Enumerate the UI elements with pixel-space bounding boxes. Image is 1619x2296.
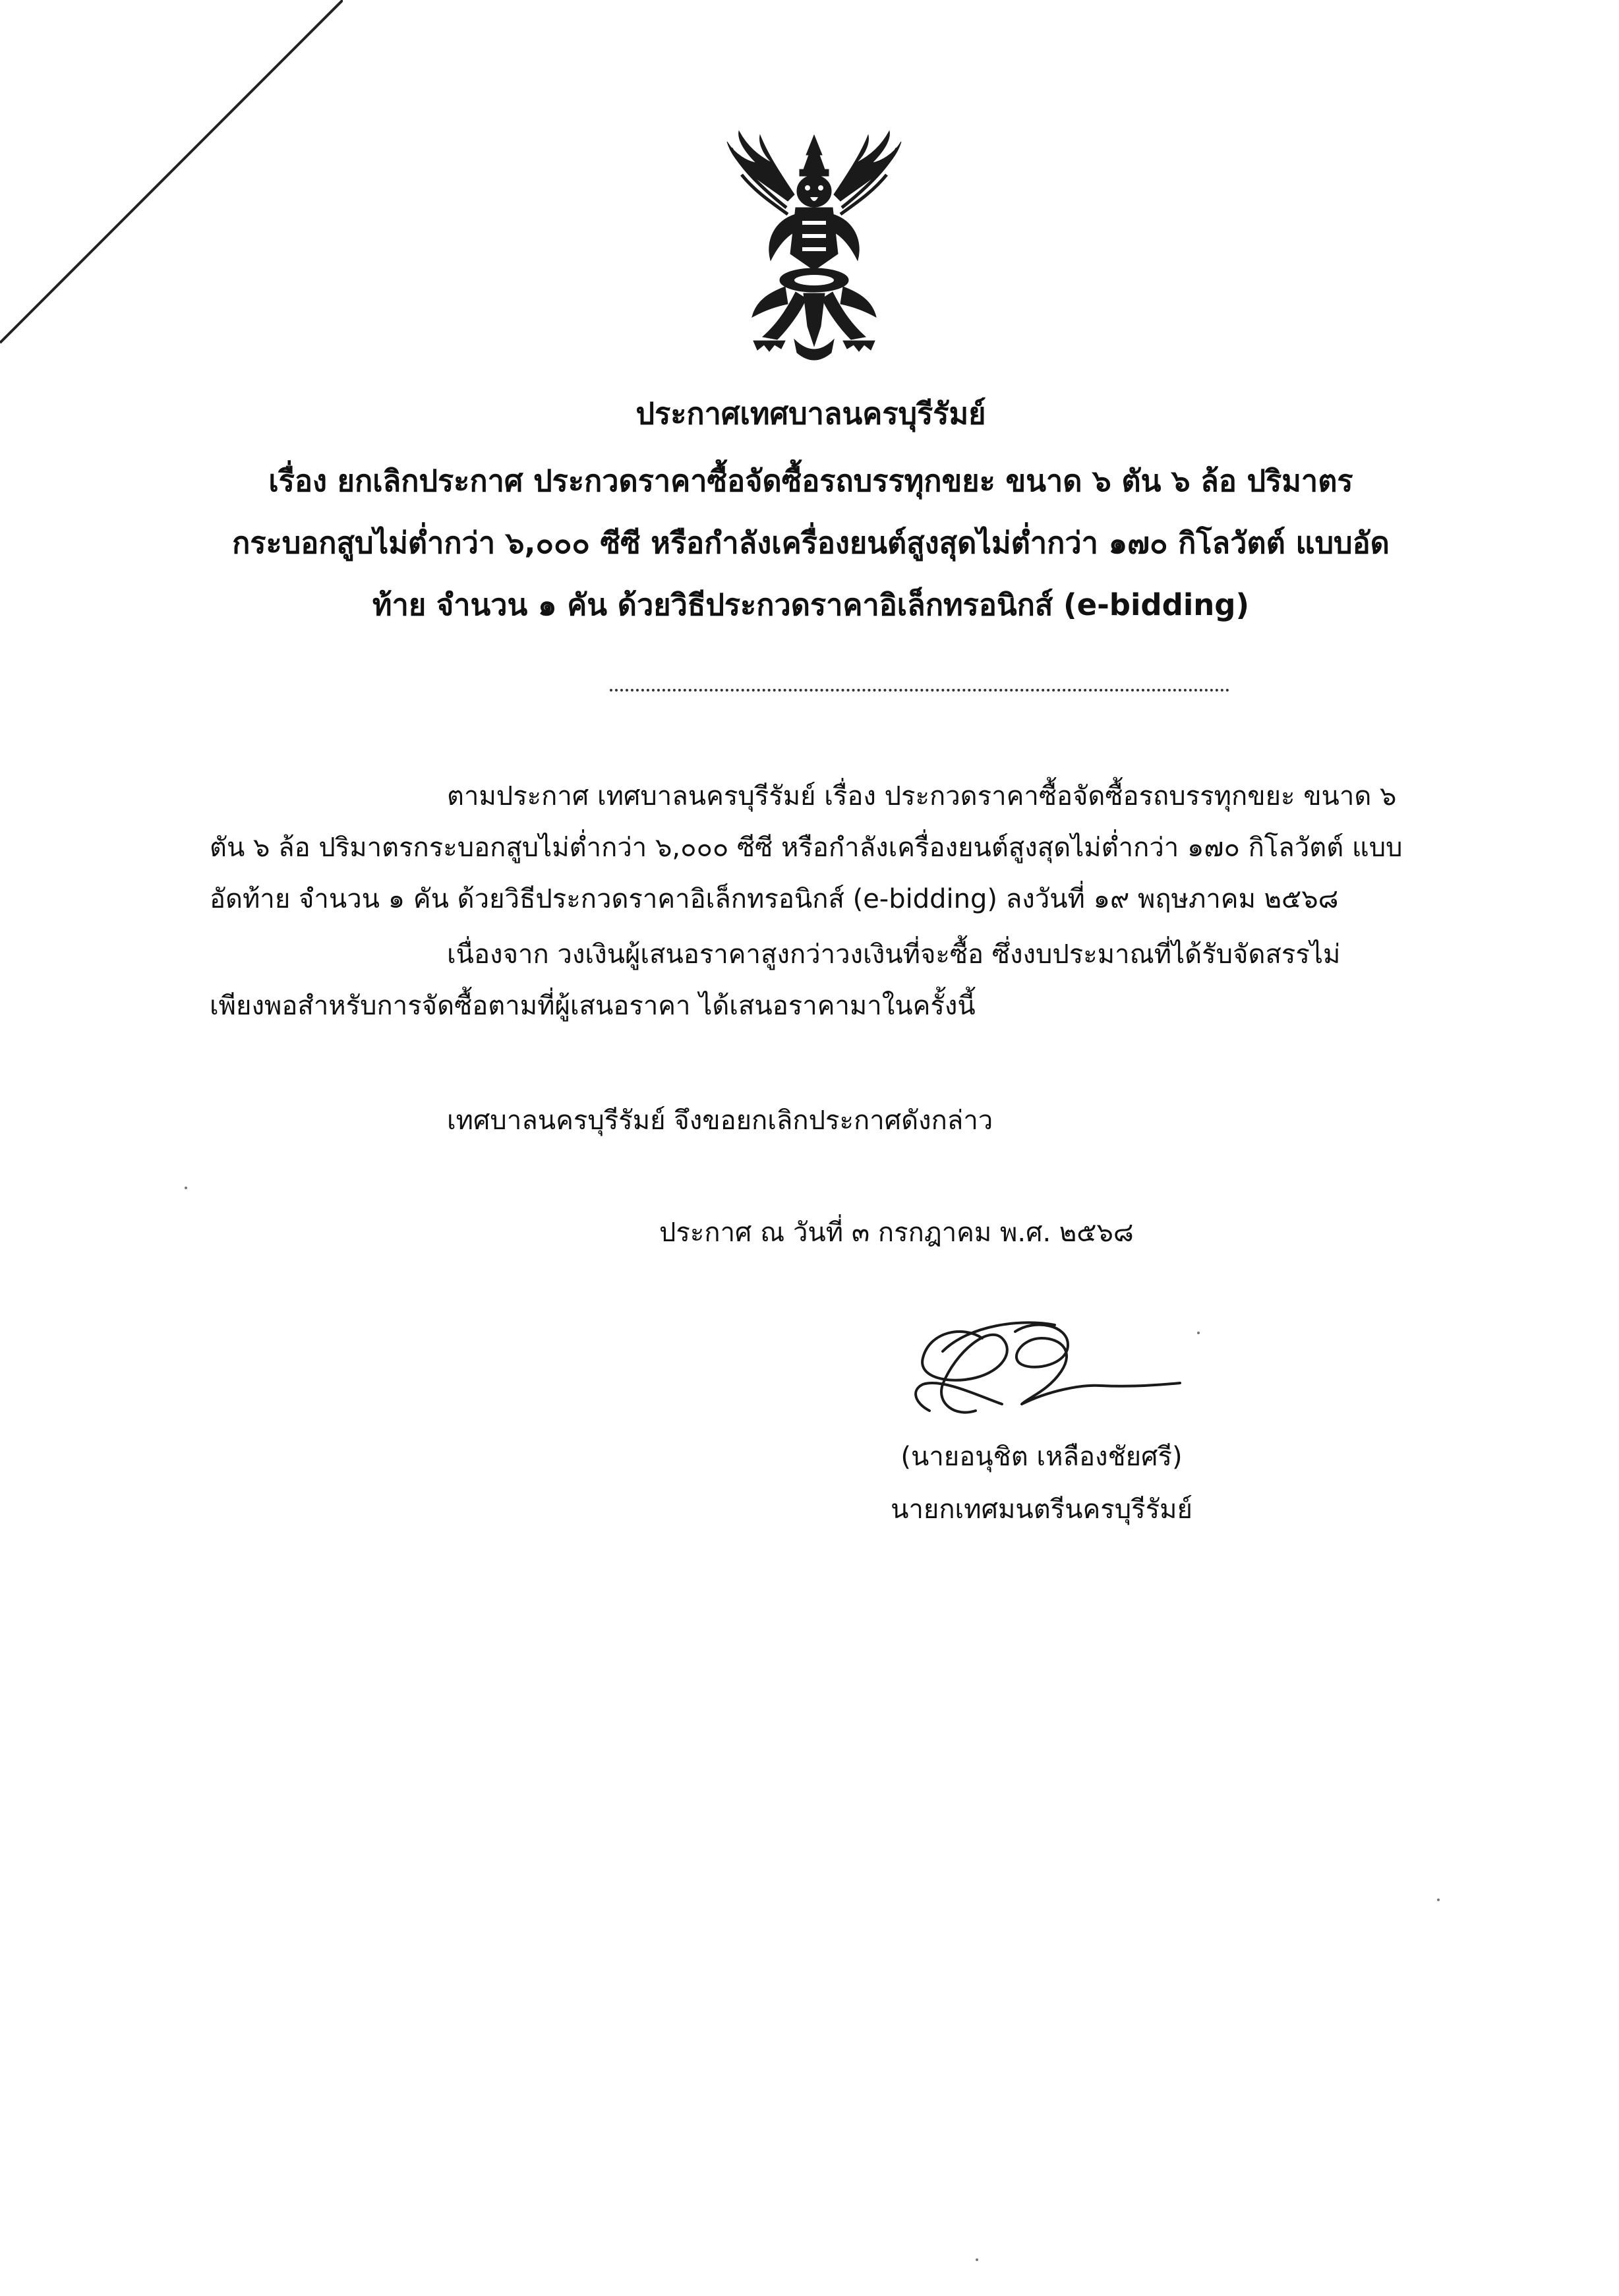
paragraph-line: ตัน ๖ ล้อ ปริมาตรกระบอกสูบไม่ต่ำกว่า ๖,๐๐๐ ซีซี หรือกำลังเครื่องยนต์สูงสุดไม่ต่ำกว่า ๑๗๐ กิโลวัตต์ แบบ <box>210 833 1403 863</box>
paragraph-line: ตามประกาศ เทศบาลนครบุรีรัมย์ เรื่อง ประกวดราคาซื้อจัดซื้อรถบรรทุกขยะ ขนาด ๖ <box>447 781 1397 811</box>
paragraph-line: เทศบาลนครบุรีรัมย์ จึงขอยกเลิกประกาศดังกล่าว <box>447 1105 993 1136</box>
paragraph-line: เพียงพอสำหรับการจัดซื้อตามที่ผู้เสนอราคา ได้เสนอราคามาในครั้งนี้ <box>210 991 976 1021</box>
announcement-date: ประกาศ ณ วันที่ ๓ กรกฎาคม พ.ศ. ๒๕๖๘ <box>659 1218 1134 1248</box>
signer-position: นายกเทศมนตรีนครบุรีรัมย์ <box>891 1494 1192 1525</box>
subject-line: กระบอกสูบไม่ต่ำกว่า ๖,๐๐๐ ซีซี หรือกำลังเครื่องยนต์สูงสุดไม่ต่ำกว่า ๑๗๐ กิโลวัตต์ แบบอัด <box>232 525 1390 560</box>
scan-speck <box>185 1187 187 1189</box>
scan-speck <box>1437 1899 1440 1901</box>
body-paragraph-reason <box>210 936 1449 1024</box>
scan-corner-fold <box>0 0 343 356</box>
dotted-separator <box>610 689 1229 692</box>
subject-line: เรื่อง ยกเลิกประกาศ ประกวดราคาซื้อจัดซื้อรถบรรทุกขยะ ขนาด ๖ ตัน ๖ ล้อ ปริมาตร <box>268 463 1353 498</box>
announcement-title: ประกาศเทศบาลนครบุรีรัมย์ <box>635 396 986 431</box>
paragraph-line: เนื่องจาก วงเงินผู้เสนอราคาสูงกว่าวงเงินที่จะซื้อ ซึ่งงบประมาณที่ได้รับจัดสรรไม่ <box>447 939 1341 970</box>
garuda-emblem-icon <box>722 129 906 372</box>
scan-speck <box>976 2258 978 2261</box>
scan-speck <box>1197 1332 1200 1334</box>
announcement-subject <box>132 461 1490 625</box>
subject-line: ท้าย จำนวน ๑ คัน ด้วยวิธีประกวดราคาอิเล็กทรอนิกส์ (e-bidding) <box>372 587 1250 622</box>
body-paragraph-cancellation <box>210 1102 1449 1139</box>
signer-name: (นายอนุชิต เหลืองชัยศรี) <box>900 1442 1183 1472</box>
body-paragraph-reference <box>210 778 1449 918</box>
paragraph-line: อัดท้าย จำนวน ๑ คัน ด้วยวิธีประกวดราคาอิเล็กทรอนิกส์ (e-bidding) ลงวันที่ ๑๙ พฤษภาคม ๒๕๖๘ <box>210 884 1339 914</box>
handwritten-signature <box>903 1312 1200 1430</box>
